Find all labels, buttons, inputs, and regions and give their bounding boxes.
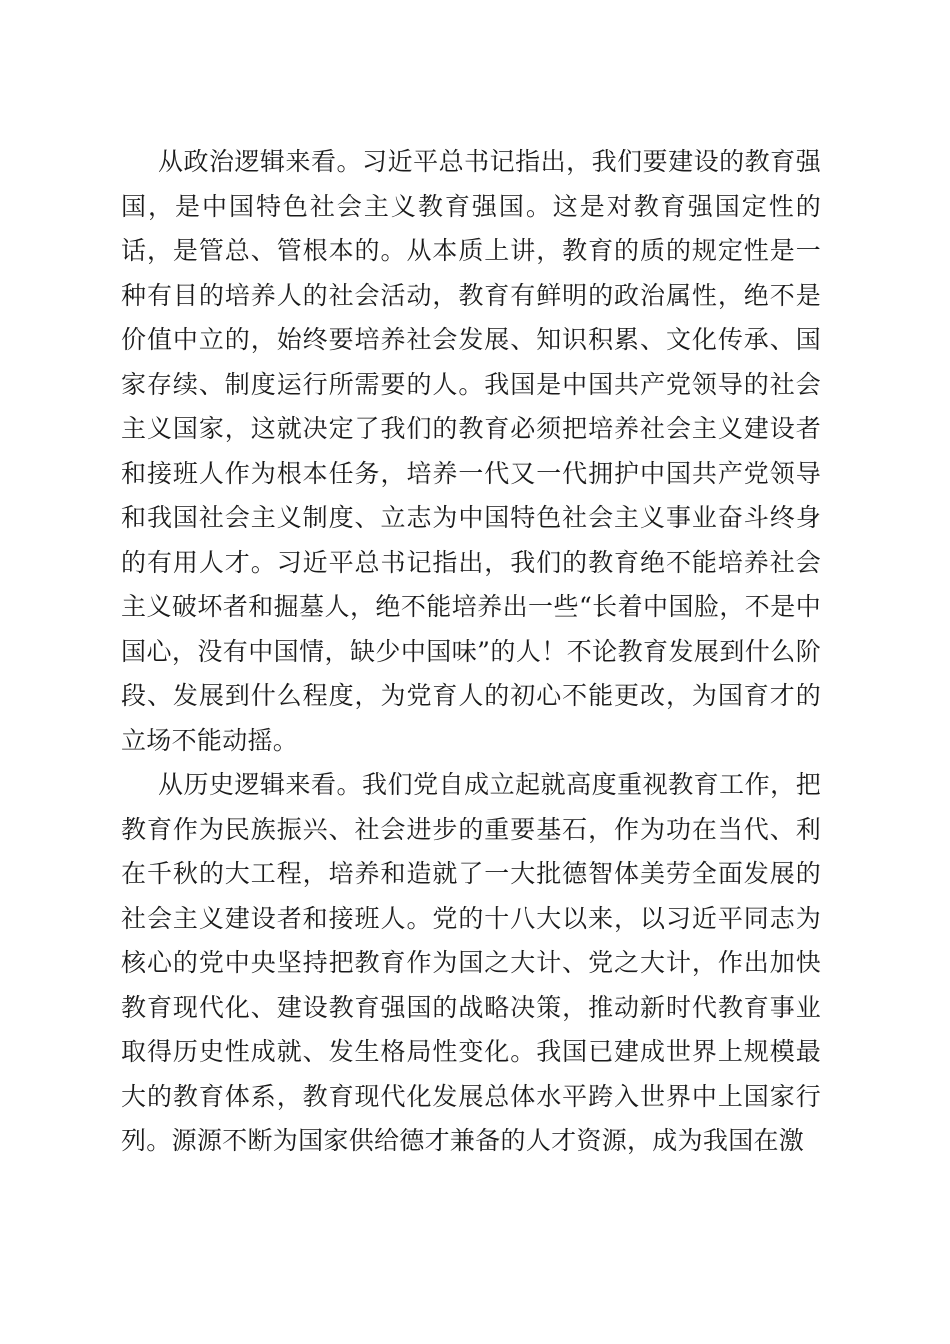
paragraph-political-logic: 从政治逻辑来看。习近平总书记指出，我们要建设的教育强国，是中国特色社会主义教育强国。这是对教育强国定性的话，是管总、管根本的。从本质上讲，教育的质的规定性是一种有目的培养人的社会活动，教育有鲜明的政治属性，绝不是价值中立的，始终要培养社会发展、知识积累、文化传承、国家存续、制度运行所需要的人。我国是中国共产党领导的社会主义国家，这就决定了我们的教育必须把培养社会主义建设者和接班人作为根本任务，培养一代又一代拥护中国共产党领导和我国社会主义制度、立志为中国特色社会主义事业奋斗终身的有用人才。习近平总书记指出，我们的教育绝不能培养社会主义破坏者和掘墓人，绝不能培养出一些“长着中国脸，不是中国心，没有中国情，缺少中国味”的人！不论教育发展到什么阶段、发展到什么程度，为党育人的初心不能更改，为国育才的立场不能动摇。 (121, 147, 821, 755)
document-body (121, 140, 821, 1164)
paragraph-historical-logic: 从历史逻辑来看。我们党自成立起就高度重视教育工作，把教育作为民族振兴、社会进步的重要基石，作为功在当代、利在千秋的大工程，培养和造就了一大批德智体美劳全面发展的社会主义建设者和接班人。党的十八大以来，以习近平同志为核心的党中央坚持把教育作为国之大计、党之大计，作出加快教育现代化、建设教育强国的战略决策，推动新时代教育事业取得历史性成就、发生格局性变化。我国已建成世界上规模最大的教育体系，教育现代化发展总体水平跨入世界中上国家行列。源源不断为国家供给德才兼备的人才资源，成为我国在激 (121, 770, 821, 1155)
